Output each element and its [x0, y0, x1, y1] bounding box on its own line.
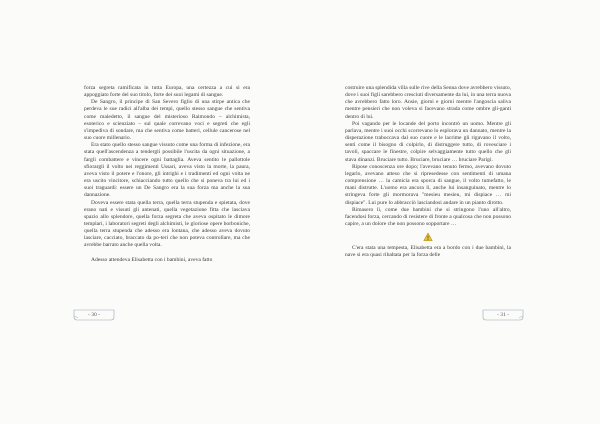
- left-text-column: [84, 85, 250, 264]
- paragraph: Era stato quello stesso sangue vissuto come una forma di infezione, era stata quell'ascendenza a tendergli possibile l'uscita da ogni situazione, a fargli combattere e vincere ogni battaglia. Aveva sentito le pallottole sfiorargli il volto nei reggimenti Ussari, aveva visto la morte, la paura, aveva visto il potere e l'onore, gli intrighi e i tradimenti ed ogni volta ne era uscito vincitore, schiacciando tutto quello che si poneva tra lui ed i suoi traguardi: essere un De Sangro era la sua forza ma anche la sua dannazione.: [84, 142, 250, 199]
- paragraph: Doveva essere stata quella terra, quella terra stupenda e spietata, dove erano nati e vissuti gli antenati, quella vegetazione fitta che lasciava spazio allo splendore, quella forza segreta che aveva ospitato le dimore templari, i laboratori segreti degli alchimisti, le gloriose opere borboniche, quella terra stupenda che adesso era lontana, che adesso aveva dovuto lasciare, cacciato, braccato da po-teri che non poteva controllare, ma che avrebbe barrato anche quella volta.: [84, 199, 250, 249]
- warning-triangle-icon: [423, 232, 433, 242]
- paragraph: Adesso attendeva Elisabetta con i bambini, aveva fatto: [91, 256, 213, 263]
- section-break-ornament: [345, 232, 511, 242]
- page-number-right: - 31 -: [481, 309, 525, 321]
- paragraph: forza segreta ramificata in tutta Europa, una certezza a cui si era appoggiato forte del suo titolo, forte dei suoi legami di sangue.: [84, 85, 250, 99]
- paragraph: Rimasero lì, come due bambini che si stringono l'uno all'altro, facendosi forza, cercando di resistere di fronte a qualcosa che non possono capire, a un dolore che non possono sopportare …: [345, 206, 511, 227]
- paragraph: costruire una splendida villa sulle rive della Senna dove avrebbero vissuto, dove i suoi figli sarebbero cresciuti diversamente da lui, in una terra nuova che avrebbero fatto loro. Ansie, giorni e giorni mentre l'angoscia saliva mentre pensieri che non voleva si facevano strada come ombre gli-ganti dentro di lui.: [345, 85, 511, 120]
- paragraph: Ripose conoscenza ore dopo; l'avevano tenuto fermo, avevano dovuto legarlo, avevano atteso che si ripresedesse con sentimenti di umana comprensione … la camicia era sporca di sangue, il volto tumefatto, le mani distrutte. L'uomo era ancora lì, anche lui insanguinato, mentre lo stringeva forte gli mormorava "mesieu mesieu, mi dispiace … mi dispiace". Lui pure lo abbracciò lasciandosi andare in un pianto dirotto.: [345, 163, 511, 206]
- paragraph: C'era stata una tempesta, Elisabetta era a bordo con i due bambini, la nave si era quasi ribaltata per la forza delle: [345, 245, 511, 259]
- right-page: [300, 0, 600, 424]
- paragraph: De Sangro, il principe di San Severo figlio di una stirpe antica che perdeva le sue radici all'alba dei tempi, quello stesso sangue che sentiva come maledetto, il sangue del misterioso Raimondo – alchimista, esoterico e scienziato – sul quale correvano voci e segreti che egli s'impediva di sondare, ma che sentiva come batteri, cellule cancerose nel suo cuore millenario.: [84, 99, 250, 142]
- paragraph: Poi vagando per le locande del porto incontrò un uomo. Mentre gli parlava, mentre i suoi occhi scorrevano lo esplorava un dannato, mentre la disperazione traboccava dal suo cuore e le lacrime gli rigavano il volto, sentì come il bisogno di colpirlo, di distruggere tutto, di rovesciare i tavoli, spaccare le finestre, colpire selvaggiamente tutto quello che gli stava dinanzi. Bruciare tutto. Bruciare, bruciare … bruciare Parigi.: [345, 120, 511, 163]
- right-text-column: [345, 85, 511, 259]
- page-number-left: - 30 -: [72, 309, 116, 321]
